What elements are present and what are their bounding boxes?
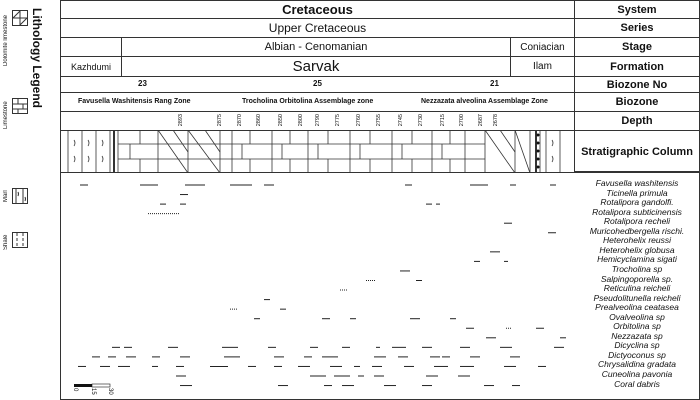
species-label: Chrysalidina gradata <box>598 359 676 370</box>
legend-label-shale: Shale <box>3 234 9 250</box>
scale-tick-15: 15 <box>90 388 96 395</box>
biozone-no-25: 25 <box>313 79 322 88</box>
series-value: Upper Cretaceous <box>268 21 367 35</box>
depth-value: 2775 <box>335 114 341 127</box>
stage-right-value: Coniacian <box>520 41 565 53</box>
stage-label: Stage <box>574 37 700 57</box>
formation-left-cell <box>60 56 122 77</box>
formation-right-value: Ilam <box>533 61 552 72</box>
depth-value: 2800 <box>298 114 304 127</box>
depth-value: 2870 <box>237 114 243 127</box>
stage-empty-cell <box>60 37 122 57</box>
depth-label: Depth <box>574 111 700 131</box>
species-label: Muricohedbergella rischi. <box>589 225 685 236</box>
species-label: Orbitolina sp <box>613 321 661 332</box>
scale-tick-30: 30 <box>107 388 113 395</box>
biozone-favusella: Favusella Washitensis Rang Zone <box>78 98 191 105</box>
depth-value: 2760 <box>356 114 362 127</box>
system-cell <box>60 0 575 19</box>
depth-value: 2687 <box>478 114 484 127</box>
species-label: Ovalveolina sp <box>609 311 665 322</box>
species-label: Cuneolina pavonia <box>601 369 673 379</box>
species-label: Rotalipora subticinensis <box>592 206 682 217</box>
species-label: Prealveolina ceatasea <box>595 302 679 313</box>
system-value: Cretaceous <box>282 2 353 17</box>
species-label: Pseudolitunella reicheli <box>593 292 681 303</box>
formation-right-cell <box>510 56 575 77</box>
formation-main-value: Sarvak <box>292 58 340 75</box>
limestone-icon <box>12 98 28 114</box>
legend-label-dolomite: Dolomite limestone <box>3 14 9 66</box>
legend-title: Lithology Legend <box>30 8 44 108</box>
species-label: Trocholina sp <box>611 263 663 274</box>
biozone-no-label: Biozone No <box>574 76 700 93</box>
system-label: System <box>574 0 700 19</box>
dolomite-limestone-icon <box>12 10 28 26</box>
species-label: Hemicyclamina sigati <box>597 254 677 265</box>
scale-tick-0: 0 <box>72 388 78 392</box>
species-label: Salpingoporella sp. <box>600 273 674 284</box>
formation-main-cell <box>121 56 511 77</box>
series-label: Series <box>574 18 700 38</box>
marl-icon <box>12 188 28 204</box>
formation-label: Formation <box>574 56 700 77</box>
species-label: Ticinella primula <box>606 187 668 198</box>
depth-value: 2745 <box>398 114 404 127</box>
legend-label-limestone: Limestone <box>3 101 9 129</box>
species-label: Dictyoconus sp <box>608 349 666 360</box>
depth-value: 2700 <box>459 114 465 127</box>
species-label: Rotalipora gandolfi. <box>600 197 674 208</box>
series-cell <box>60 18 575 38</box>
depth-value: 2893 <box>178 114 184 127</box>
biozone-trocholina: Trocholina Orbitolina Assemblage zone <box>242 98 374 105</box>
species-label: Nezzazata sp <box>611 330 663 341</box>
legend-panel <box>0 0 60 400</box>
stage-main-value: Albian - Cenomanian <box>264 41 368 53</box>
biozone-nezzazata: Nezzazata alveolina Assemblage Zone <box>421 98 548 105</box>
range-chart <box>60 172 575 400</box>
species-label: Rotalipora recheli <box>603 216 671 227</box>
depth-value: 2850 <box>278 114 284 127</box>
species-label: Coral dabris <box>614 378 660 389</box>
scale-bar <box>72 382 122 398</box>
stage-right-cell <box>510 37 575 57</box>
biozone-no-23: 23 <box>138 79 147 88</box>
species-label: Dicyclina sp <box>614 340 660 351</box>
biozone-label: Biozone <box>574 92 700 112</box>
depth-value: 2730 <box>418 114 424 127</box>
strat-column-label: Stratigraphic Column <box>574 130 700 173</box>
depth-value: 2860 <box>256 114 262 127</box>
depth-value: 2678 <box>493 114 499 127</box>
depth-value: 2715 <box>440 114 446 127</box>
stage-main-cell <box>121 37 511 57</box>
species-label: Heterohelix globusa <box>599 244 675 255</box>
depth-value: 2875 <box>217 114 223 127</box>
species-label: Reticulina reicheli <box>603 283 671 294</box>
depth-value: 2755 <box>376 114 382 127</box>
shale-icon <box>12 232 28 248</box>
species-label: Favusella washitensis <box>595 178 679 188</box>
depth-value: 2790 <box>315 114 321 127</box>
formation-left-value: Kazhdumi <box>70 61 112 72</box>
biozone-no-21: 21 <box>490 79 499 88</box>
species-label: Heterohelix reussi <box>602 235 672 246</box>
strat-column-graphic <box>60 130 575 173</box>
legend-label-marl: Marl <box>3 190 9 202</box>
